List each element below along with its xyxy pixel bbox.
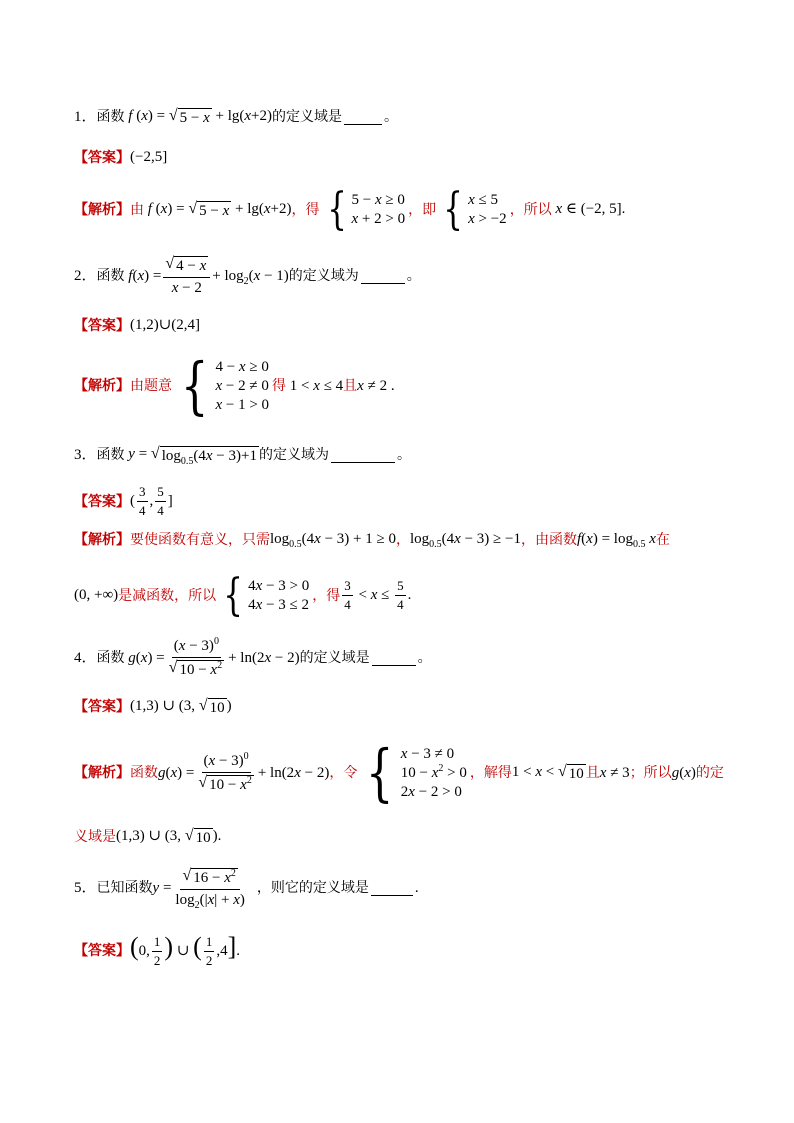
answer-blank xyxy=(372,651,416,666)
q3-answer xyxy=(74,485,173,519)
q4-answer-value: (1,3) ∪ (3, √ 10 ) xyxy=(130,697,232,716)
q2-analysis: 【解析】 由题意 { 4 − x ≥ 0 x − 2 ≠ 0 x − 1 > 0 得 1 < x ≤ 4 且 x ≠ 2 . xyxy=(74,349,395,422)
q3-system: { 4x − 3 > 0 4x − 3 ≤ 2 xyxy=(223,570,310,621)
analysis-label: 【解析】 xyxy=(74,765,130,782)
q4-question: 4． 函数 g(x) = $(x - 3)^0$ √ $10 - x^2$ + ln(2x − 2) 的定义域是 。 xyxy=(74,636,432,678)
analysis-label: 【解析】 xyxy=(74,531,130,548)
q5-answer xyxy=(74,934,240,968)
q4-analysis-line1: 【解析】 函数 g(x) = $(x - 3)^0$ √ $10 - x^2$ + ln(2x − 2) ，令 { x − 3 ≠ 0 $10 - x^2 > 0$ 2x − 2 > 0 ，解得 1 < x < √ 10 且 x ≠ 3 ；所以 g(x) 的定 xyxy=(74,736,724,809)
answer-label: 【答案】 xyxy=(74,149,130,166)
q2-fraction: √ 4 − x x − 2 xyxy=(163,256,210,296)
q4-answer xyxy=(74,698,232,717)
q2-number: 2． xyxy=(74,267,97,284)
q2-question: 2． 函数 f(x) = √ 4 − x x − 2 + $\log_2(x - 1)$ 的定义域为 。 xyxy=(74,255,421,296)
q3-analysis-line2: (0, +∞) 是减函数，所以 { 4x − 3 > 0 4x − 3 ≤ 2 ，得 $\frac{3}{4}$ < x ≤ $\frac{5}{4}$ . xyxy=(74,570,412,621)
q1-function: f (x) = √ 5 − x + lg(x+2) xyxy=(128,107,273,126)
q1-system-2: { x ≤ 5 x > −2 xyxy=(443,184,507,235)
q1-answer-value: (−2,5] xyxy=(130,149,168,165)
answer-label: 【答案】 xyxy=(74,493,130,510)
q4-number: 4． xyxy=(74,649,97,666)
q3-question: 3． 函数 y = √ $\log_{0.5}(4x - 3)+1$ 的定义域为 。 xyxy=(74,445,411,467)
q2-answer xyxy=(74,318,200,333)
answer-blank xyxy=(371,881,413,896)
answer-label: 【答案】 xyxy=(74,699,130,716)
answer-label: 【答案】 xyxy=(74,943,130,960)
q4-system: { x − 3 ≠ 0 $10 - x^2 > 0$ 2x − 2 > 0 xyxy=(366,736,467,809)
answer-blank xyxy=(361,269,405,284)
q5-number: 5． xyxy=(74,879,97,896)
q4-fraction: $(x - 3)^0$ √ $10 - x^2$ xyxy=(168,636,223,678)
answer-blank xyxy=(331,448,395,463)
analysis-label: 【解析】 xyxy=(74,378,130,395)
q3-answer-value: ( $\frac{3}{4}$ , $\frac{5}{4}$ ] xyxy=(130,484,173,519)
q2-answer-value: (1,2)∪(2,4] xyxy=(130,317,201,333)
q4-analysis-line2: 义域是 (1,3) ∪ (3, √ 10 ). xyxy=(74,827,222,846)
analysis-label: 【解析】 xyxy=(74,201,130,218)
q5-fraction: √ $16 - x^2$ $\log_2(|x| + x)$ xyxy=(175,867,245,911)
q1-analysis: 【解析】 由 f (x) = √ 5 − x + lg(x+2) ，得 { 5 − x ≥ 0 x + 2 > 0 ，即 { x ≤ 5 x > −2 ，所以 x ∈ (−2, 5]. xyxy=(74,184,626,235)
q1-number: 1． xyxy=(74,108,97,125)
q1-question: 1． 函数 f (x) = √ 5 − x + lg(x+2) 的定义域是 。 xyxy=(74,107,399,126)
q2-system: { 4 − x ≥ 0 x − 2 ≠ 0 x − 1 > 0 xyxy=(180,349,270,422)
q3-analysis-line1: 【解析】 要使函数有意义，只需 $\log_{0.5}(4x - 3) + 1 \ge 0$ ， $\log_{0.5}(4x - 3) \ge -1$ ，由函数 $f(x) = \log_{0.5} x$ 在 xyxy=(74,531,670,550)
answer-blank xyxy=(344,110,382,125)
q5-answer-value: (0, $\frac{1}{2}$ ) ∪ ( $\frac{1}{2}$ ,4]. xyxy=(130,932,241,969)
q3-number: 3． xyxy=(74,446,97,463)
answer-label: 【答案】 xyxy=(74,317,130,334)
q1-system-1: { 5 − x ≥ 0 x + 2 > 0 xyxy=(326,184,406,235)
q1-answer xyxy=(74,150,167,165)
q5-question: 5． 已知函数 y = √ $16 - x^2$ $\log_2(|x| + x)$ ，则它的定义域是 . xyxy=(74,867,419,911)
